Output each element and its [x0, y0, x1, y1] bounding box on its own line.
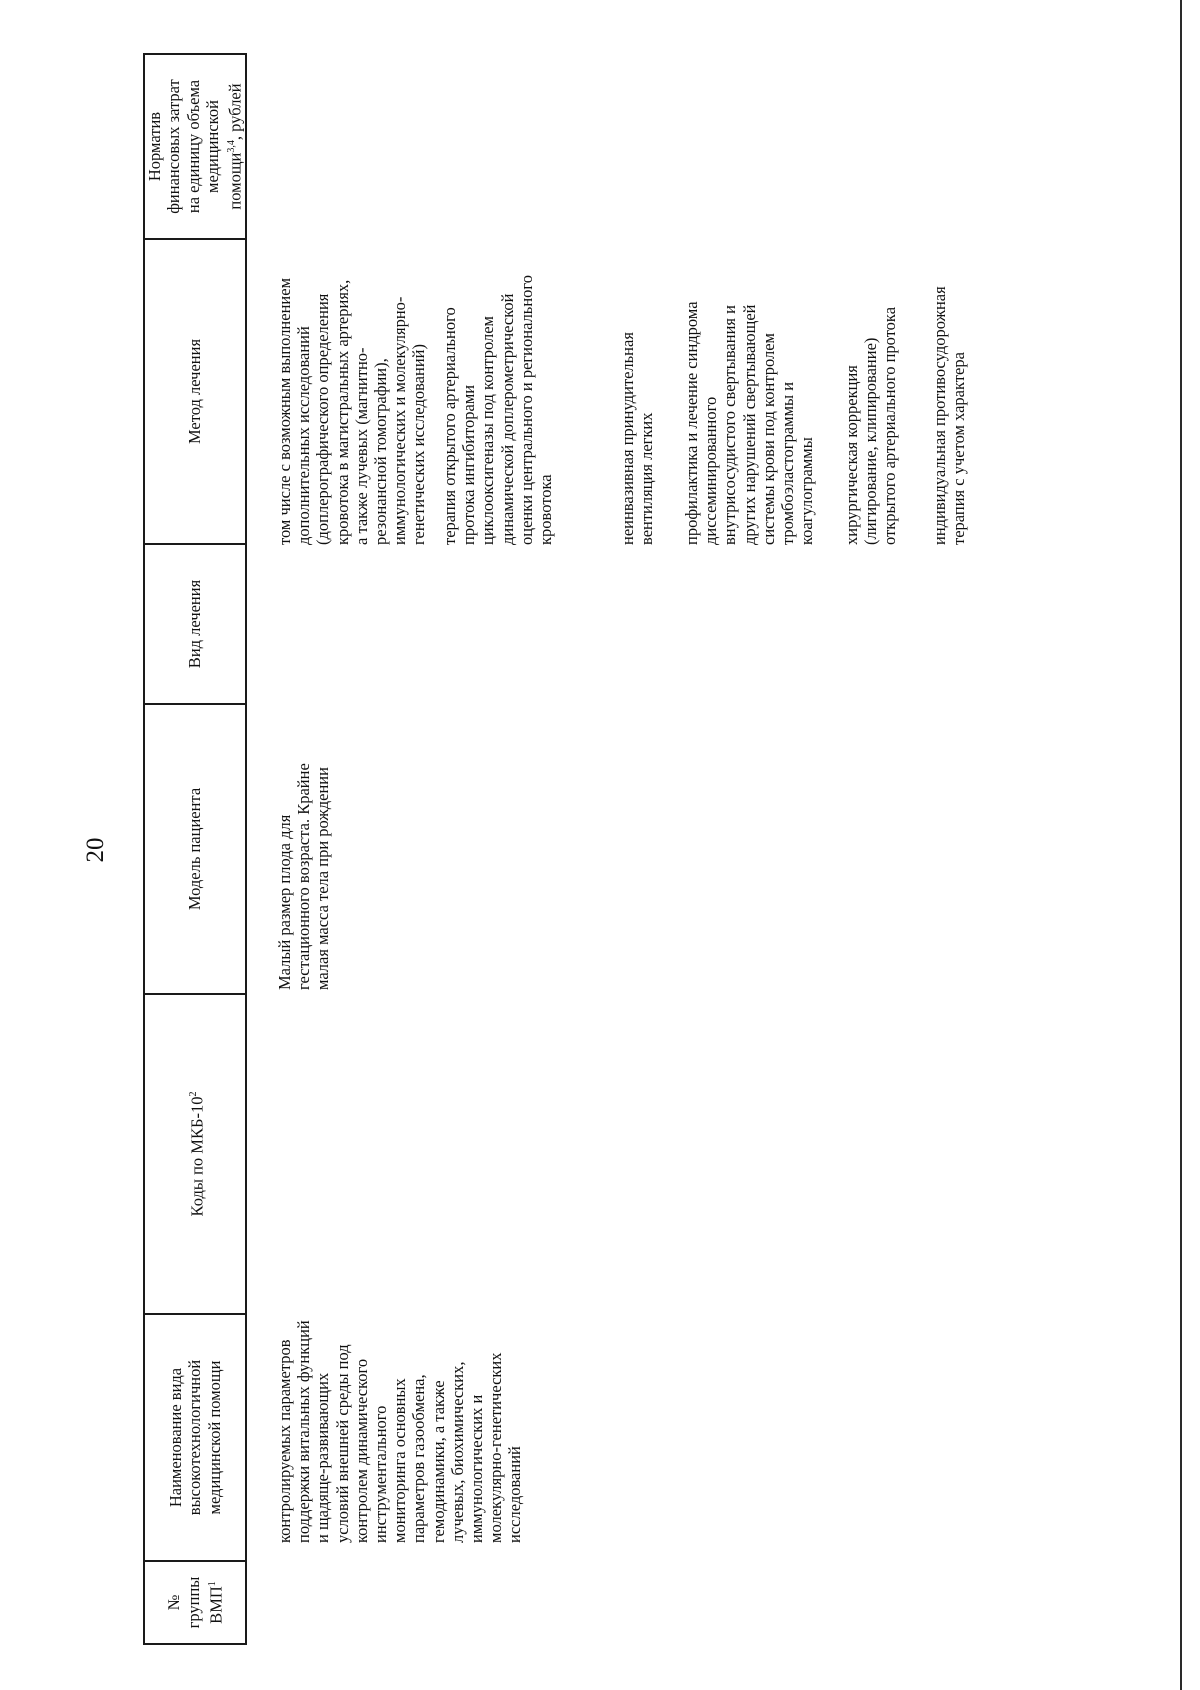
col-separator-1	[143, 1643, 246, 1645]
cell-method-6: индивидуальная противосудорожная терапия с учетом характера	[930, 286, 969, 545]
header-patient-model: Модель пациента	[185, 787, 205, 911]
header-treatment-method: Метод лечения	[185, 338, 205, 445]
cell-method-4: профилактика и лечение синдрома диссеминированного внутрисосудистого свертывания и других нарушений свертывающей системы крови под контролем тромбоэластограммы и коагулограммы	[682, 301, 817, 545]
cell-method-5: хирургическая коррекция (лигирование, клипирование) открытого артериального протока	[842, 306, 900, 545]
cell-method-2: терапия открытого артериального протока ингибиторами циклооксигеназы под контролем динамической доплерометрической оценки центрального и регионального кровотока	[440, 274, 556, 545]
header-group-number-text: № группы ВМП	[164, 1576, 226, 1629]
cell-name: контролируемых параметров поддержки витальных функций и щадяще-развивающих условий внешней среды под контролем динамического инструментального мониторинга основных параметров газообмена, гемодинамики, а также лучевых, биохимических, иммунологических и молекулярно-генетических исследований	[275, 1320, 525, 1543]
header-cost-norm-unit: , рублей	[225, 83, 245, 141]
header-icd-codes-text: Коды по МКБ-10	[187, 1096, 207, 1217]
header-group-number-footnote: 1	[206, 1581, 218, 1587]
cell-method-1: том числе с возможным выполнением дополнительных исследований (доплерографического определения кровотока в магистральных артериях, а также лучевых (магнитно- резонансной томографии), иммунологических и молекулярно- генетических исследований)	[275, 277, 429, 545]
header-cost-norm-text: Норматив финансовых затрат на единицу объема медицинской помощи	[145, 79, 245, 214]
table-header-bottom-border	[245, 53, 247, 1645]
header-icd-codes-footnote: 2	[187, 1091, 199, 1097]
header-treatment-type: Вид лечения	[185, 579, 205, 669]
header-name: Наименование вида высокотехнологичной медицинской помощи	[166, 1359, 224, 1516]
page-number: 20	[82, 837, 109, 863]
header-group-number	[145, 1562, 245, 1643]
cell-patient-model: Малый размер плода для гестационного возраста. Крайне малая масса тела при рождении	[275, 763, 333, 990]
header-cost-norm	[145, 55, 245, 238]
header-cost-norm-footnote: 3,4	[226, 140, 238, 153]
header-icd-codes	[145, 995, 245, 1313]
scan-edge-line	[1180, 0, 1182, 1690]
cell-method-3: неинвазивная принудительная вентиляция легких	[618, 332, 657, 545]
